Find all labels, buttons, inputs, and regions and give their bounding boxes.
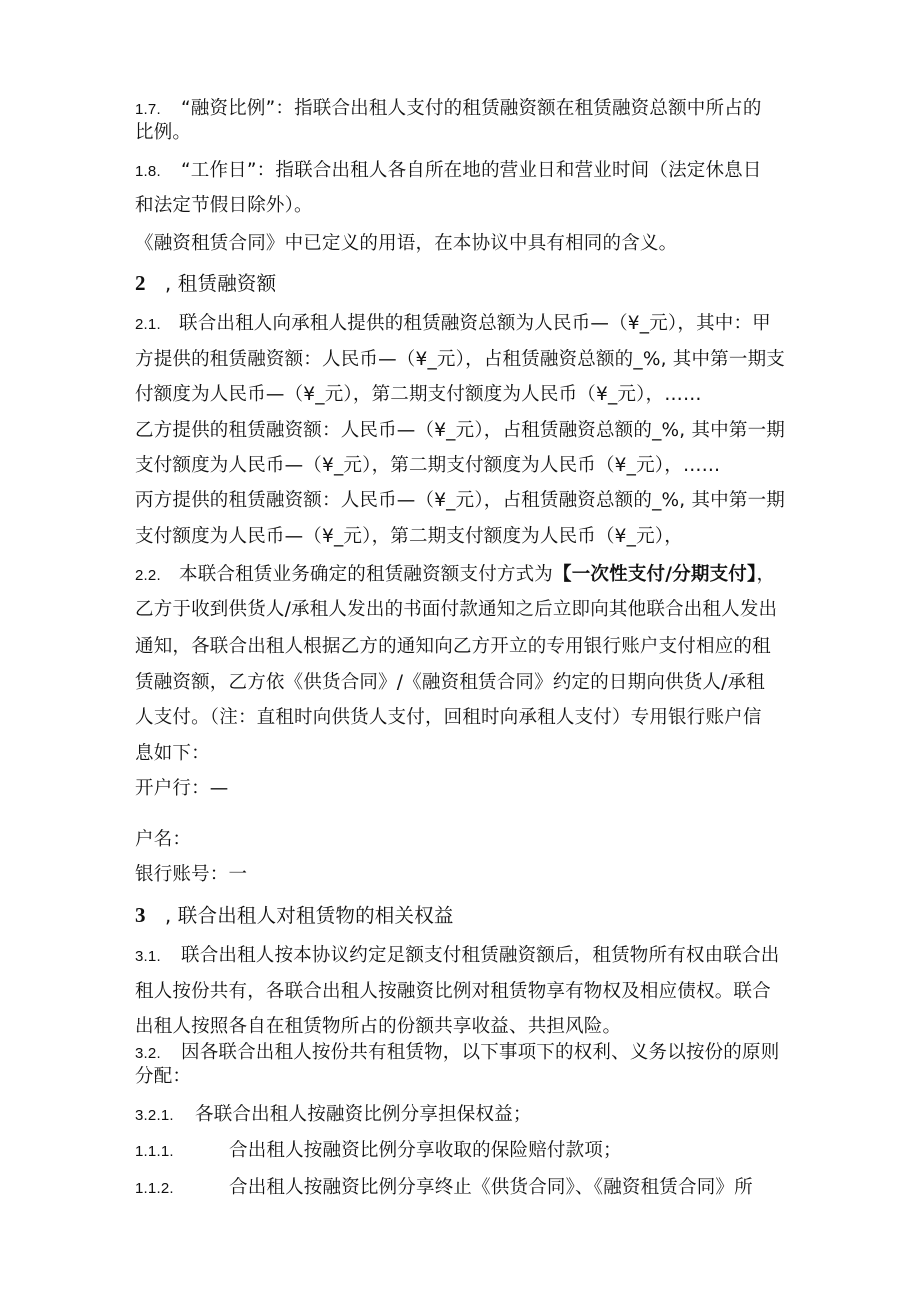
clause-3-1-line-1 (135, 945, 779, 968)
clause-text: “融资比例”：指联合出租人支付的租赁融资额在租赁融资总额中所占的 (181, 98, 762, 119)
clause-1-1-1 (135, 1140, 622, 1163)
section-title: , 联合出租人对租赁物的相关权益 (165, 904, 454, 927)
clause-number: 1.1.2. (135, 1180, 174, 1197)
clause-2-2-line-3: 通知，各联合出租人根据乙方的通知向乙方开立的专用银行账户支付相应的租 (135, 636, 771, 657)
clause-text: 联合出租人向承租人提供的租赁融资总额为人民币—（¥_元），其中：甲 (179, 313, 771, 334)
clause-1-7-line-2: 比例。 (135, 122, 192, 143)
clause-2-2-line-4: 赁融资额，乙方依《供货合同》/《融资租赁合同》约定的日期向供货人/承租 (135, 672, 765, 693)
payment-method-options: 【一次性支付/分期支付】 (553, 564, 757, 585)
clause-1-1-2 (135, 1177, 753, 1200)
clause-text: 合出租人按融资比例分享收取的保险赔付款项； (229, 1140, 622, 1161)
clause-1-8-line-1 (135, 160, 762, 183)
clause-1-7-line-1 (135, 98, 762, 121)
clause-number: 1.7. (135, 101, 161, 118)
clause-number: 1.8. (135, 163, 161, 180)
clause-2-2-line-6: 息如下： (135, 743, 210, 764)
clause-number: 3.2.1. (135, 1107, 174, 1124)
clause-text: “工作日”：指联合出租人各自所在地的营业日和营业时间（法定休息日 (181, 160, 762, 181)
clause-2-2-line-5: 人支付。（注：直租时向供货人支付，回租时向承租人支付）专用银行账户信 (135, 707, 762, 728)
clause-3-2-line-1 (135, 1042, 779, 1065)
section-heading-2 (135, 272, 276, 295)
clause-number: 1.1.1. (135, 1143, 174, 1160)
clause-text: 本联合租赁业务确定的租赁融资额支付方式为 (179, 564, 554, 585)
clause-3-2-1 (135, 1104, 532, 1127)
section-number: 3 (135, 903, 146, 927)
definitions-note: 《融资租赁合同》中已定义的用语，在本协议中具有相同的含义。 (135, 233, 678, 254)
clause-text: 合出租人按融资比例分享终止《供货合同》、《融资租赁合同》所 (229, 1177, 753, 1198)
clause-2-1-line-7: 支付额度为人民币—（¥_元），第二期支付额度为人民币（¥_元）， (135, 526, 683, 547)
section-title: , 租赁融资额 (165, 272, 277, 295)
account-number-field: 银行账号：一 (135, 864, 248, 885)
clause-text: 因各联合出租人按份共有租赁物，以下事项下的权利、义务以按份的原则 (181, 1042, 780, 1063)
clause-number: 2.1. (135, 316, 161, 333)
clause-2-1-line-6: 丙方提供的租赁融资额：人民币—（¥_元），占租赁融资总额的_%, 其中第一期 (135, 490, 785, 511)
section-number: 2 (135, 271, 146, 295)
clause-number: 3.1. (135, 948, 161, 965)
clause-text: 各联合出租人按融资比例分享担保权益； (195, 1104, 532, 1125)
clause-3-1-line-3: 出租人按照各自在租赁物所占的份额共享收益、共担风险。 (135, 1016, 622, 1037)
section-heading-3 (135, 904, 454, 927)
clause-2-1-line-5: 支付额度为人民币—（¥_元），第二期支付额度为人民币（¥_元），…… (135, 455, 721, 476)
clause-3-1-line-2: 租人按份共有，各联合出租人按融资比例对租赁物享有物权及相应债权。联合 (135, 981, 771, 1002)
account-name-field: 户名： (135, 829, 192, 850)
clause-2-2-line-2: 乙方于收到供货人/承租人发出的书面付款通知之后立即向其他联合出租人发出 (135, 599, 778, 620)
clause-number: 3.2. (135, 1045, 161, 1062)
bank-name-field: 开户行：— (135, 778, 229, 799)
clause-text-end: ， (756, 564, 776, 585)
clause-1-8-line-2: 和法定节假日除外）。 (135, 195, 313, 216)
clause-2-2-line-1 (135, 564, 775, 587)
clause-2-1-line-1 (135, 313, 771, 336)
clause-number: 2.2. (135, 567, 161, 584)
clause-text: 联合出租人按本协议约定足额支付租赁融资额后，租赁物所有权由联合出 (181, 945, 780, 966)
clause-2-1-line-3: 付额度为人民币—（¥_元），第二期支付额度为人民币（¥_元），…… (135, 384, 702, 405)
clause-2-1-line-2: 方提供的租赁融资额：人民币—（¥_元），占租赁融资总额的_%, 其中第一期支 (135, 349, 785, 370)
clause-2-1-line-4: 乙方提供的租赁融资额：人民币—（¥_元），占租赁融资总额的_%, 其中第一期 (135, 420, 785, 441)
clause-3-2-line-2: 分配： (135, 1066, 192, 1087)
